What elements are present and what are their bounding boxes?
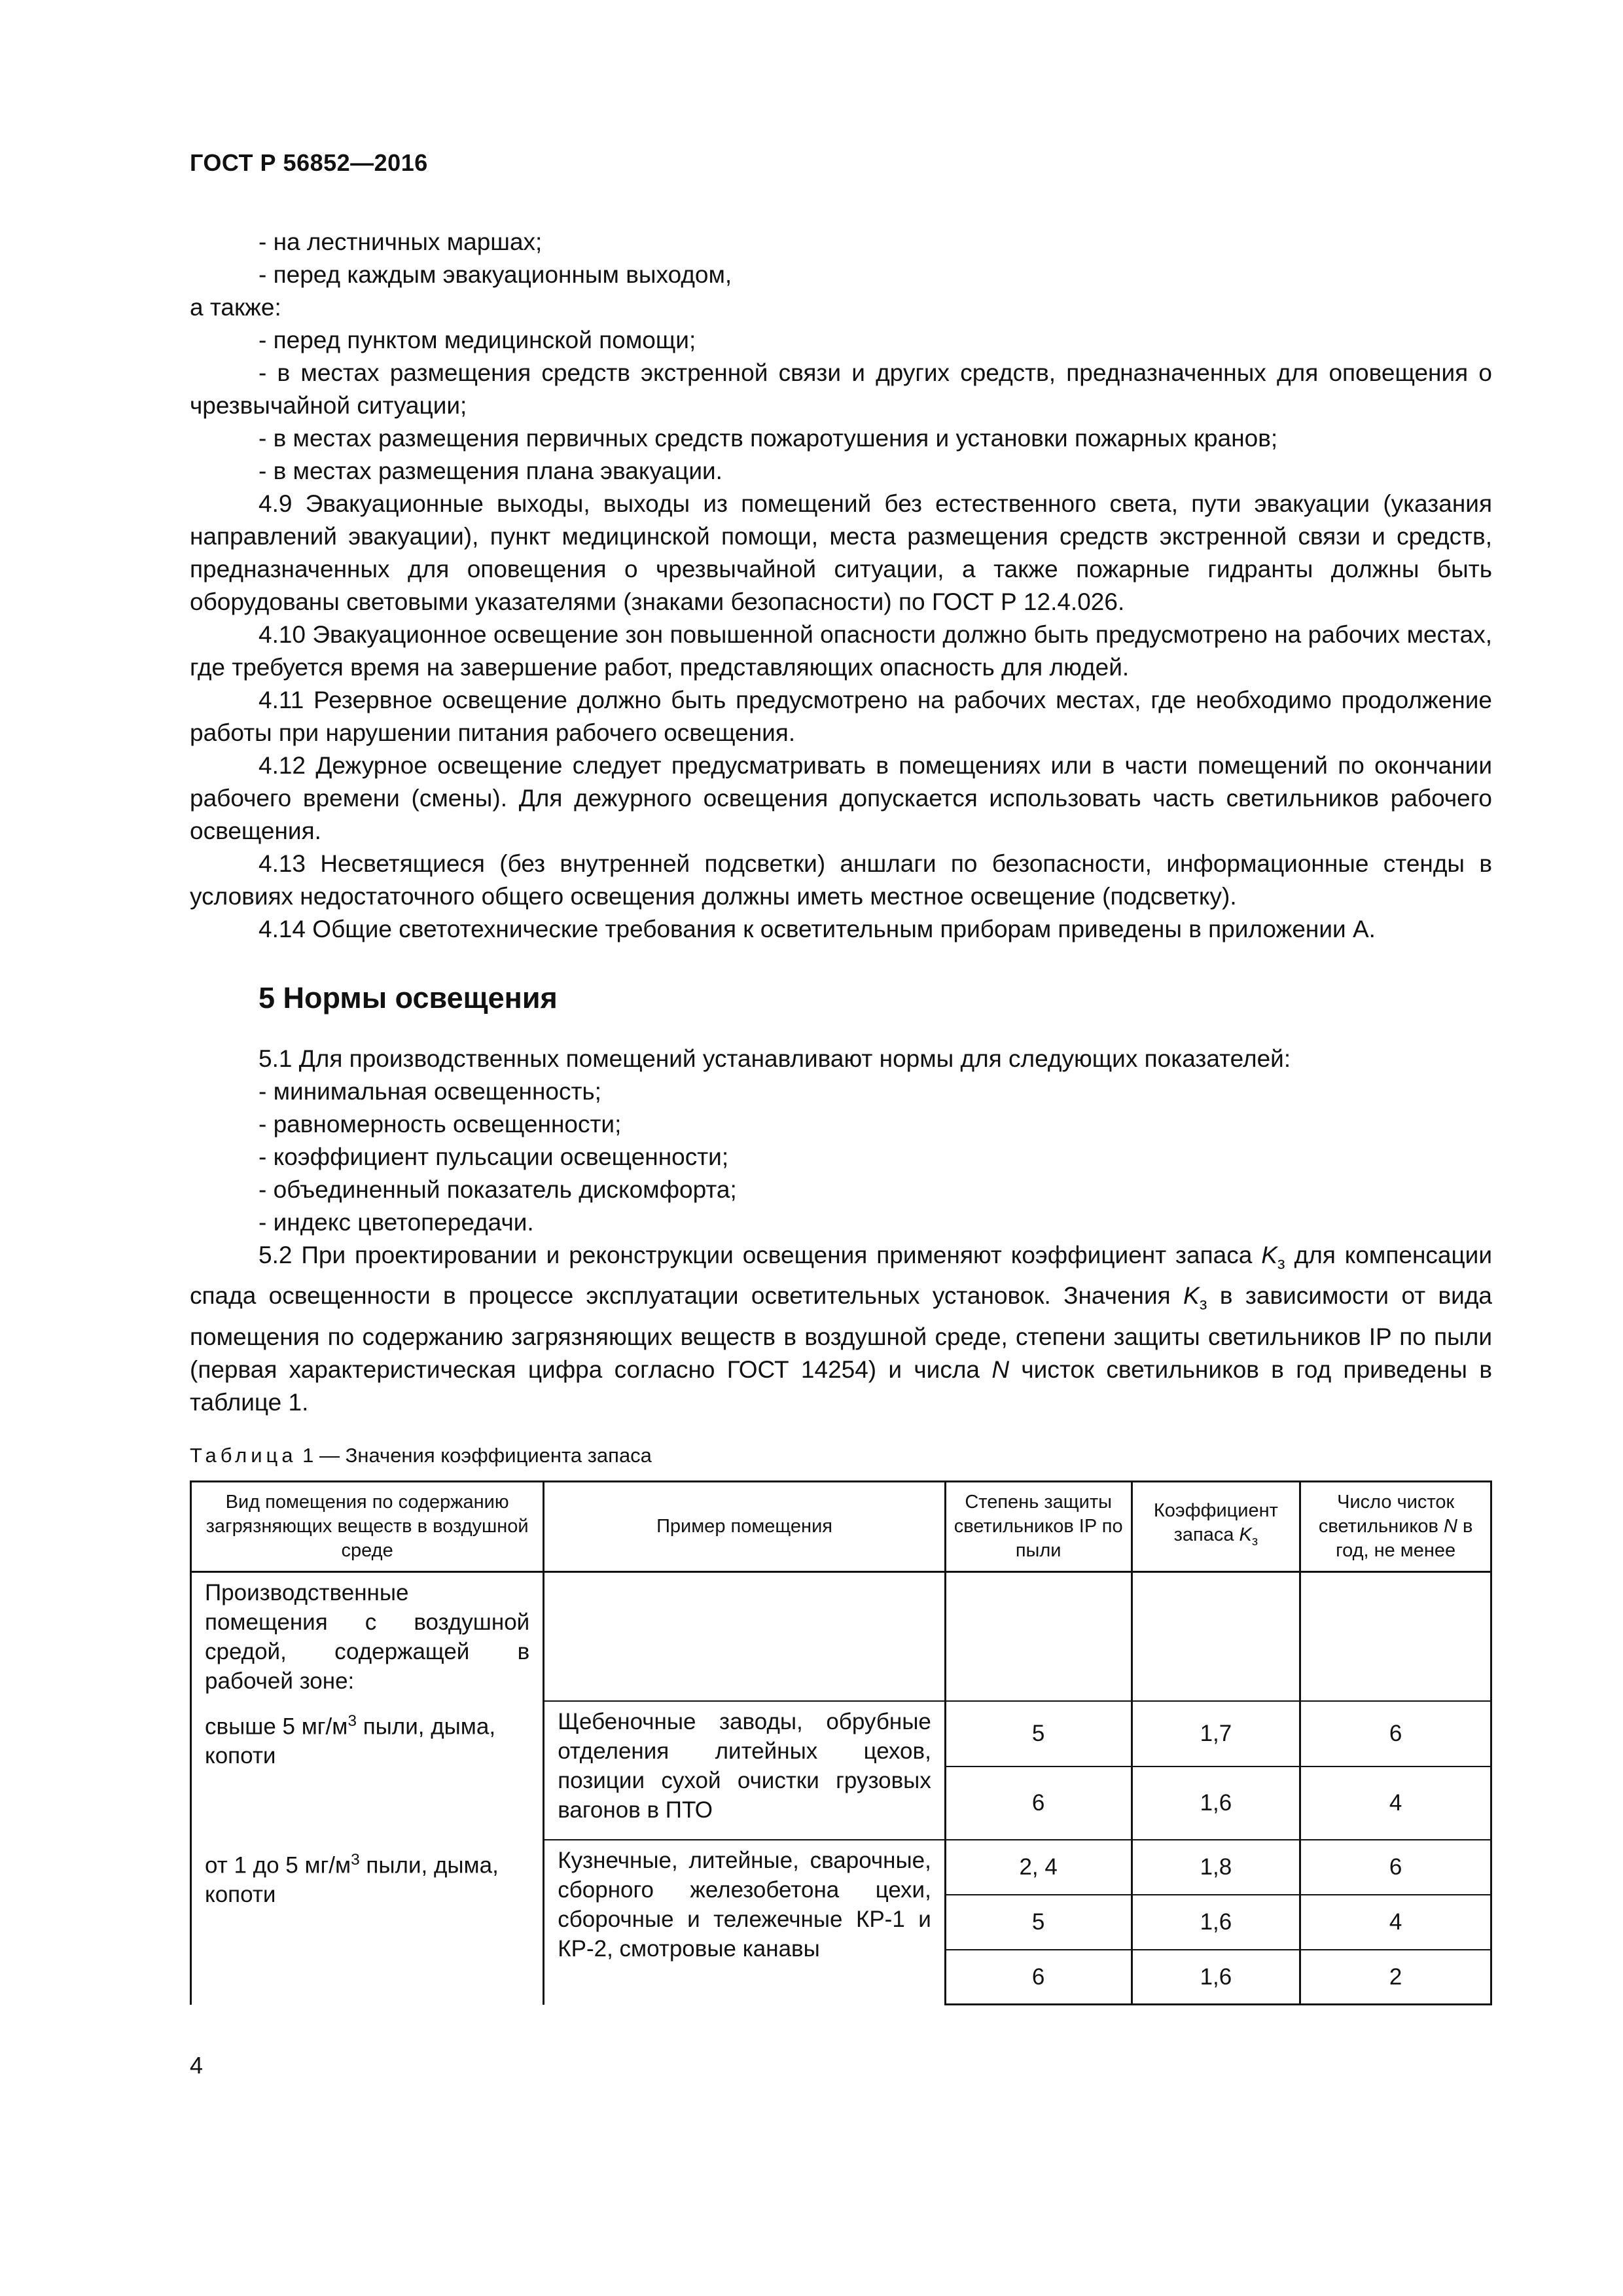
- column-header: Степень защиты светильников IP по пыли: [945, 1481, 1132, 1571]
- table-row: [191, 1571, 1491, 1701]
- table-cell: [945, 1571, 1132, 1701]
- subscript: з: [1251, 1534, 1258, 1549]
- symbol-n: N: [1443, 1515, 1457, 1537]
- table-cell: Щебеночные заводы, обрубные отделения литейных цехов, позиции сухой очистки грузовых вагонов в ПТО: [544, 1701, 946, 1840]
- text-span: Число чисток светильников: [1318, 1491, 1455, 1537]
- text-span: чисток светильников в год приведены в таблице 1.: [190, 1355, 1492, 1416]
- list-item: - перед каждым эвакуационным выходом,: [259, 261, 732, 288]
- table-cell: 4: [1300, 1895, 1491, 1950]
- list-item: - коэффициент пульсации освещенности;: [259, 1143, 729, 1170]
- table-cell: 2, 4: [945, 1840, 1132, 1895]
- table-cell: 5: [945, 1701, 1132, 1767]
- paragraph-4-13: 4.13 Несветящиеся (без внутренней подсветки) аншлаги по безопасности, информационные стенды в условиях недостаточного общего освещения должны иметь местное освещение (подсветку).: [190, 850, 1492, 910]
- text-span: 5.2 При проектировании и реконструкции освещения применяют коэффициент запаса: [259, 1242, 1262, 1268]
- paragraph-4-10: 4.10 Эвакуационное освещение зон повышенной опасности должно быть предусмотрено на рабочих местах, где требуется время на завершение работ, представляющих опасность для людей.: [190, 621, 1492, 681]
- superscript: 3: [348, 1712, 357, 1730]
- text-span: в год, не менее: [1336, 1515, 1473, 1561]
- text-span: для компенсации спада освещенности в процессе эксплуатации осветительных установок. Значения: [190, 1242, 1493, 1310]
- table-cell: 5: [945, 1895, 1132, 1950]
- subscript: з: [1199, 1295, 1207, 1314]
- paragraph-5-2: [190, 1239, 1492, 1419]
- text-span: в зависимости от вида помещения по содержанию загрязняющих веществ в воздушной среде, степени защиты светильников IP по пыли (первая характеристическая цифра согласно ГОСТ 14254) и числа: [190, 1282, 1492, 1383]
- list-item: - на лестничных маршах;: [259, 228, 543, 255]
- caption-text: 1 — Значения коэффициента запаса: [296, 1443, 652, 1467]
- table-cell: 6: [945, 1767, 1132, 1840]
- list-item: - перед пунктом медицинской помощи;: [259, 327, 696, 353]
- paragraph-4-11: 4.11 Резервное освещение должно быть предусмотрено на рабочих местах, где необходимо продолжение работы при нарушении питания рабочего освещения.: [190, 687, 1492, 746]
- table-cell: 6: [1300, 1701, 1491, 1767]
- paragraph-4-14: 4.14 Общие светотехнические требования к осветительным приборам приведены в приложении А.: [259, 916, 1376, 942]
- list-item: - в местах размещения плана эвакуации.: [259, 457, 722, 484]
- list-item: - в местах размещения первичных средств пожаротушения и установки пожарных кранов;: [259, 425, 1278, 452]
- symbol-n: N: [991, 1355, 1010, 1383]
- table-header-row: [191, 1481, 1491, 1571]
- text-span: от 1 до 5 мг/м: [205, 1852, 351, 1878]
- list-item: - равномерность освещенности;: [259, 1111, 622, 1138]
- caption-label: Таблица: [190, 1443, 297, 1467]
- symbol-k: K: [1183, 1282, 1200, 1310]
- text-span: Коэффициент запаса: [1153, 1500, 1278, 1546]
- table-cell: Производственные помещения с воздушной средой, содержащей в рабочей зоне:: [191, 1571, 544, 1701]
- table-cell: 1,6: [1132, 1950, 1300, 2005]
- paragraph: а также:: [190, 294, 281, 321]
- table-cell: [1300, 1571, 1491, 1701]
- table-cell: 4: [1300, 1767, 1491, 1840]
- table-cell: [1132, 1571, 1300, 1701]
- text-span: свыше 5 мг/м: [205, 1713, 348, 1740]
- table-cell: 6: [945, 1950, 1132, 2005]
- list-item: - минимальная освещенность;: [259, 1078, 601, 1105]
- table-cell: 2: [1300, 1950, 1491, 2005]
- text-span: пыли, дыма, копоти: [205, 1713, 496, 1769]
- table-row: [191, 1840, 1491, 1895]
- column-header: [1300, 1481, 1491, 1571]
- table-caption: [190, 1443, 1492, 1469]
- table-cell: 1,6: [1132, 1895, 1300, 1950]
- table-cell: [191, 1701, 544, 1840]
- table-cell: 1,6: [1132, 1767, 1300, 1840]
- symbol-k: K: [1239, 1524, 1252, 1546]
- table-cell: [544, 1571, 946, 1701]
- page-number: 4: [190, 2052, 204, 2079]
- list-item: - объединенный показатель дискомфорта;: [259, 1176, 737, 1203]
- list-item: - индекс цветопередачи.: [259, 1209, 534, 1236]
- symbol-k: K: [1261, 1242, 1277, 1268]
- table-cell: 1,7: [1132, 1701, 1300, 1767]
- table-cell: [191, 1840, 544, 2005]
- subscript: з: [1277, 1254, 1285, 1273]
- text-span: пыли, дыма, копоти: [205, 1852, 499, 1908]
- document-body: [190, 226, 1492, 2005]
- table-cell: 1,8: [1132, 1840, 1300, 1895]
- list-item: - в местах размещения средств экстренной связи и других средств, предназначенных для оповещения о чрезвычайной ситуации;: [190, 359, 1492, 419]
- paragraph-5-1: 5.1 Для производственных помещений устанавливают нормы для следующих показателей:: [259, 1045, 1291, 1072]
- paragraph-4-12: 4.12 Дежурное освещение следует предусматривать в помещениях или в части помещений по окончании рабочего времени (смены). Для дежурного освещения допускается использовать часть светильников рабочего освещения.: [190, 752, 1492, 844]
- table-row: [191, 1701, 1491, 1767]
- superscript: 3: [351, 1850, 360, 1869]
- column-header: Пример помещения: [544, 1481, 946, 1571]
- document-header: ГОСТ Р 56852—2016: [190, 149, 428, 176]
- column-header: [1132, 1481, 1300, 1571]
- column-header: Вид помещения по содержанию загрязняющих веществ в воздушной среде: [191, 1481, 544, 1571]
- table-1: [190, 1480, 1492, 2006]
- table-cell: Кузнечные, литейные, сварочные, сборного железобетона цехи, сборочные и тележечные КР-1 и КР-2, смотровые канавы: [544, 1840, 946, 2005]
- table-cell: 6: [1300, 1840, 1491, 1895]
- paragraph-4-9: 4.9 Эвакуационные выходы, выходы из помещений без естественного света, пути эвакуации (указания направлений эвакуации), пункт медицинской помощи, места размещения средств экстренной связи и средств, предназначенных для оповещения о чрезвычайной ситуации, а также пожарные гидранты должны быть оборудованы световыми указателями (знаками безопасности) по ГОСТ Р 12.4.026.: [190, 490, 1492, 615]
- section-5-title: 5 Нормы освещения: [259, 981, 558, 1014]
